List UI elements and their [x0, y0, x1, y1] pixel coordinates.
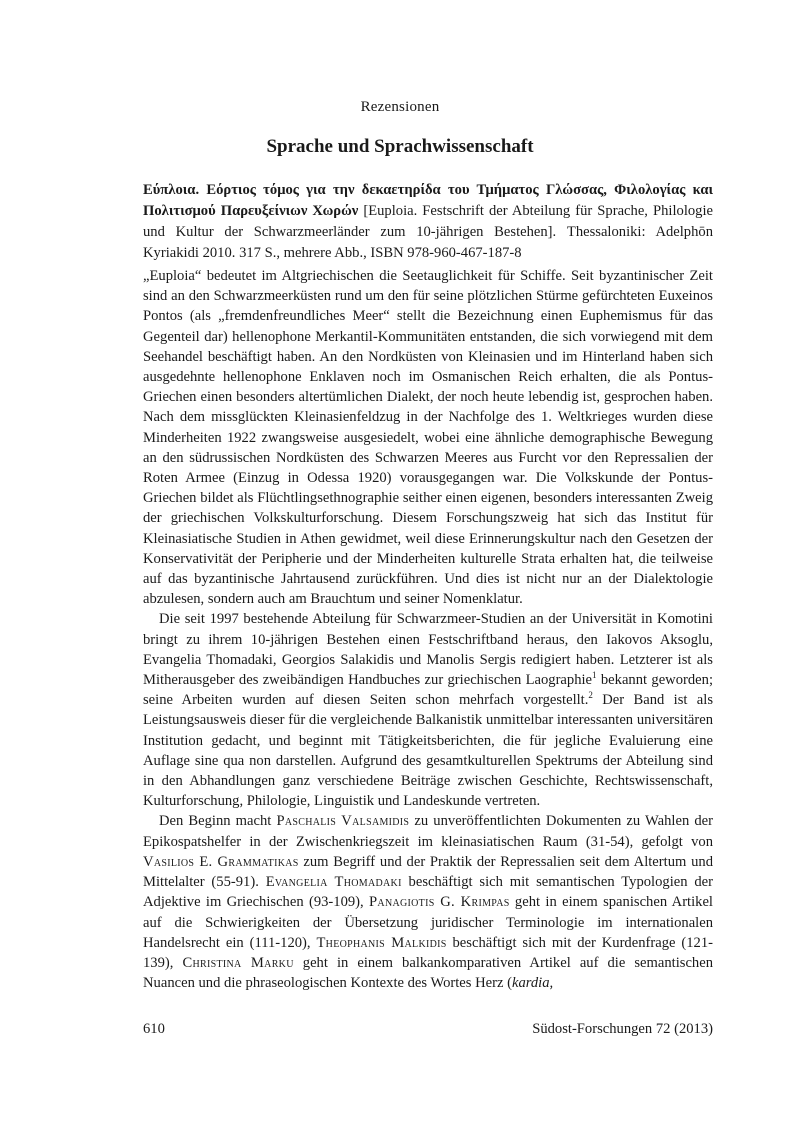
paragraph-2: Die seit 1997 bestehende Abteilung für Schwarzmeer-Studien an der Universität in Komotini bringt zu ihrem 10-jährigen Bestehen einen Festschriftband heraus, den Iakovos Aksoglu, Evangelia Thomadaki, Georgios Salakidis und Manolis Sergis redigiert haben. Letzterer ist als Mitherausgeber des zweibändigen Handbuches zur griechischen Laographie$^1$ bekannt geworden; seine Arbeiten wurden auf diesen Seiten schon mehrfach vorgestellt.$^2$ Der Band ist als Leistungsausweis dieser für die vergleichende Balkanistik unmittelbar interessanten universitären Institution gedacht, und beginnt mit Tätigkeitsberichten, die für jegliche Evaluierung eine Auflage sine qua non darstellen. Aufgrund des gesamtkulturellen Spektrums der Abteilung sind in den Abhandlungen ganz verschiedene Beiträge zwischen Geschichte, Rechtswissenschaft, Kulturforschung, Philologie, Linguistik und Landeskunde vertreten. — [143, 611, 714, 810]
section-title: Sprache und Sprachwissenschaft — [266, 136, 534, 157]
author-name: Evangelia Thomadaki — [265, 874, 402, 891]
italic-term: kardia, — [511, 975, 554, 992]
running-head: Rezensionen — [360, 99, 440, 115]
footnote-ref-2[interactable]: 2 — [588, 690, 593, 701]
review-citation — [143, 180, 713, 264]
paragraph-3: Den Beginn macht Paschalis Valsamidis zu unveröffentlichten Dokumenten zu Wahlen der Epikospatshelfer in der Zwischenkriegszeit im kleinasiatischen Raum (31-54), gefolgt von Vasilios E. Grammatikas zum Begriff und der Praktik der Repressalien seit dem Altertum und Mittelalter (55-91). Evangelia Thomadaki beschäftigt sich mit semantischen Typologien der Adjektive im Griechischen (93-109), Panagiotis G. Krimpas geht in einem spanischen Artikel auf die Schwierigkeiten der Übersetzung juridischer Terminologie im internationalen Handelsrecht ein (111-120), Theophanis Malkidis beschäftigt sich mit der Kurdenfrage (121-139), Christina Marku geht in einem balkankomparativen Artikel auf die semantischen Nuancen und die phraseologischen Kontexte des Wortes Herz (kardia, — [143, 813, 713, 992]
footnote-ref-1[interactable]: 1 — [592, 670, 597, 681]
journal-citation: Südost-Forschungen 72 (2013) — [532, 1021, 713, 1037]
review-body — [143, 266, 713, 993]
greek-book-title: Εύπλοια. Εόρτιος τόμος για την δεκαετηρίδα του Τμήματος Γλώσσας, Φιλολογίας και Πολιτισμού Παρευξείνιων Χωρών — [143, 182, 713, 219]
author-name: Christina Marku — [182, 954, 294, 971]
author-name: Paschalis Valsamidis — [276, 813, 410, 830]
page-number: 610 — [143, 1021, 165, 1037]
citation-details: [Euploia. Festschrift der Abteilung für Sprache, Philologie und Kultur der Schwarzmeerländer zum 10-jährigen Bestehen]. Thessaloniki: Adelphōn Kyriakidi 2010. 317 S., mehrere Abb., ISBN 978-960-467-187-8 — [143, 203, 713, 261]
author-name: Theophanis Malkidis — [316, 934, 447, 951]
page-footer — [143, 1021, 713, 1038]
author-name: Panagiotis G. Krimpas — [369, 894, 510, 911]
author-name: Vasilios E. Grammatikas — [143, 853, 299, 870]
paragraph-1: „Euploia“ bedeutet im Altgriechischen die Seetauglichkeit für Schiffe. Seit byzantinischer Zeit sind an den Schwarzmeerküsten rund um den für seine plötzlichen Stürme gefürchteten Euxeinos Pontos (als „fremdenfreundliches Meer“ stellt die Bezeichnung einen Euphemismus für das Gegenteil dar) hellenophone Merkantil-Kommunitäten entstanden, die sich vorwiegend mit dem Seehandel beschäftigt haben. An den Nordküsten von Kleinasien und im Hinterland haben sich ausgedehnte hellenophone Enklaven noch im Osmanischen Reich erhalten, die als Pontus-Griechen einen besonders altertümlichen Dialekt, der noch heute lebendig ist, gesprochen haben. Nach dem missglückten Kleinasienfeldzug in der Nachfolge des 1. Weltkrieges wurden diese Minderheiten 1922 zwangsweise ausgesiedelt, wobei eine ähnliche demographische Bewegung an den südrussischen Nordküsten des Schwarzen Meeres aus Furcht vor den Repressalien der Roten Armee (Einzug in Odessa 1920) vorausgegangen war. Die Volkskunde der Pontus-Griechen bildet als Flüchtlingsethnographie seither einen eigenen, besonders interessanten Zweig der griechischen Volkskulturforschung. Diesem Forschungszweig hat sich das Institut für Kleinasiatische Studien in Athen gewidmet, weil diese Erinnerungskultur nach den Gesetzen der Konservativität der Peripherie und der Minderheiten kulturelle Strata erhalten hat, die teilweise auf das byzantinische Jahrtausend zurückführen. Und dies ist nicht nur an der Dialektologie abzulesen, sondern auch am Brauchtum und seiner Nomenklatur. — [143, 268, 713, 608]
